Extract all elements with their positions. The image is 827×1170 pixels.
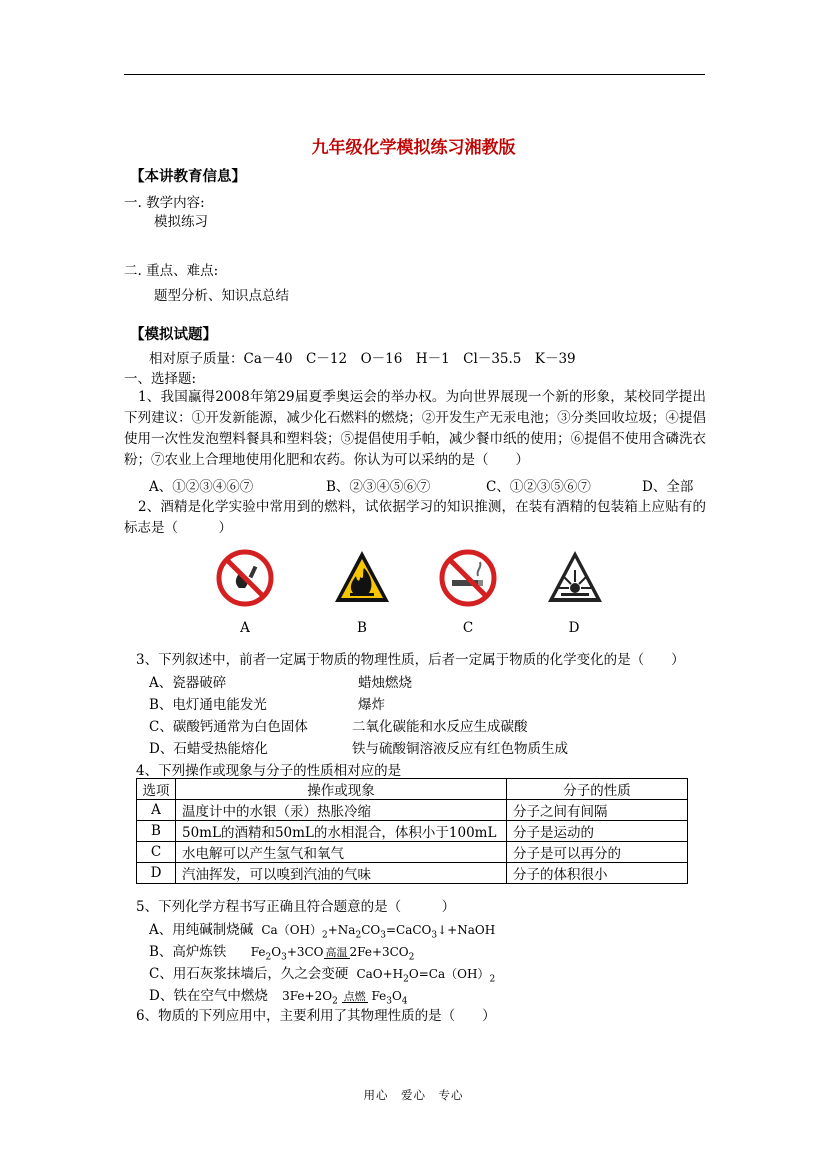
question-3-text: 3、下列叙述中，前者一定属于物质的物理性质，后者一定属于物质的化学变化的是（ ） — [136, 652, 685, 668]
q1-option-b: B、②③④⑤⑥⑦ — [326, 479, 431, 495]
explosive-warning-icon — [545, 548, 605, 608]
q5-equation-d: $3Fe+2O_2$ 点燃 $Fe_3O_4$ — [282, 989, 408, 1007]
table-cell: 分子的体积很小 — [507, 863, 688, 884]
q3-option-d-right: 铁与硫酸铜溶液反应有红色物质生成 — [352, 741, 568, 757]
question-1-text: 1、我国赢得2008年第29届夏季奥运会的举办权。为向世界展现一个新的形象，某校同学提出下列建议：①开发新能源，减少化石燃料的燃烧；②开发生产无汞电池；③分类回收垃圾；④提倡使用一次性发泡塑料餐具和塑料袋；⑤提倡使用手帕，减少餐巾纸的使用；⑥提倡不使用含磷洗衣粉；⑦农业上合理地使用化肥和农药。你认为可以采纳的是（ ） — [124, 389, 706, 468]
q5-option-b — [149, 940, 414, 962]
table-cell: 分子之间有间隔 — [507, 800, 688, 821]
q5-b-condition: 高温 — [325, 946, 348, 959]
page-title: 九年级化学模拟练习湘教版 — [311, 138, 516, 158]
table-row — [137, 863, 688, 884]
info-header: 【本讲教育信息】 — [130, 168, 246, 185]
mock-header: 【模拟试题】 — [130, 326, 217, 343]
q5-equation-a: $Ca(OH)_2+Na_2CO_3=CaCO_3↓+NaOH$ — [257, 923, 496, 941]
q5-equation-b: $Fe_2O_3+3CO$ 高温 $2Fe+3CO_2$ — [250, 945, 415, 963]
section1-content: 模拟练习 — [154, 214, 208, 230]
question-6-text: 6、物质的下列应用中，主要利用了其物理性质的是（ ） — [136, 1008, 496, 1024]
flammable-warning-icon — [332, 548, 392, 608]
page-footer: 用心 爱心 专心 — [363, 1088, 464, 1102]
sign-label-a: A — [240, 620, 250, 636]
table-header-cell: 分子的性质 — [507, 779, 688, 800]
sign-label-d: D — [568, 620, 580, 636]
table-cell: B — [137, 821, 176, 842]
section2-label: 二. 重点、难点: — [124, 263, 219, 279]
sign-label-c: C — [462, 620, 474, 636]
table-header-cell: 选项 — [137, 779, 176, 800]
table-cell: C — [137, 842, 176, 863]
no-open-flame-icon — [215, 548, 275, 608]
atomic-mass-line: 相对原子质量：Ca－40 C－12 O－16 H－1 Cl－35.5 K－39 — [149, 351, 576, 367]
q5-d-condition: 点燃 — [343, 990, 366, 1003]
header-rule — [124, 74, 705, 75]
q3-option-d-left: D、石蜡受热能熔化 — [149, 741, 268, 757]
q1-option-d: D、全部 — [642, 479, 694, 495]
molecule-property-table — [136, 778, 688, 884]
table-row — [137, 800, 688, 821]
sign-label-b: B — [357, 620, 367, 636]
q5-option-c-label: C、用石灰浆抹墙后，久之会变硬 — [149, 966, 349, 982]
table-row — [137, 842, 688, 863]
q3-option-a-right: 蜡烛燃烧 — [358, 675, 412, 691]
section2-content: 题型分析、知识点总结 — [154, 288, 289, 304]
q5-option-a — [149, 918, 495, 940]
table-row — [137, 821, 688, 842]
q5-option-c — [149, 962, 495, 984]
q3-option-c-left: C、碳酸钙通常为白色固体 — [149, 719, 308, 735]
q3-option-b-left: B、电灯通电能发光 — [149, 697, 267, 713]
table-cell: 水电解可以产生氢气和氧气 — [176, 842, 507, 863]
question-2-text: 2、酒精是化学实验中常用到的燃料，试依据学习的知识推测，在装有酒精的包装箱上应贴有的标志是（ ） — [124, 499, 706, 536]
table-cell: 分子是运动的 — [507, 821, 688, 842]
table-cell: 汽油挥发，可以嗅到汽油的气味 — [176, 863, 507, 884]
q3-option-c-right: 二氧化碳能和水反应生成碳酸 — [352, 719, 528, 735]
q3-option-b-right: 爆炸 — [358, 697, 385, 713]
table-cell: 温度计中的水银（汞）热胀冷缩 — [176, 800, 507, 821]
q5-option-b-label: B、高炉炼铁 — [149, 944, 227, 960]
q5-option-d-label: D、铁在空气中燃烧 — [149, 988, 268, 1004]
section1-label: 一. 教学内容: — [124, 195, 205, 211]
q3-option-a-left: A、瓷器破碎 — [149, 675, 227, 691]
question-5-text: 5、下列化学方程书写正确且符合题意的是（ ） — [136, 899, 456, 915]
q5-equation-c: $CaO+H_2O=Ca(OH)_2$ — [352, 967, 496, 985]
table-cell: A — [137, 800, 176, 821]
q1-option-c: C、①②③⑤⑥⑦ — [486, 479, 591, 495]
table-cell: 50mL的酒精和50mL的水相混合，体积小于100mL — [176, 821, 507, 842]
q5-option-a-label: A、用纯碱制烧碱 — [149, 922, 254, 938]
part1-label: 一、选择题: — [124, 371, 197, 387]
no-smoking-icon — [438, 548, 498, 608]
table-header-cell: 操作或现象 — [176, 779, 507, 800]
question-4-text: 4、下列操作或现象与分子的性质相对应的是 — [136, 763, 402, 779]
q1-option-a: A、①②③④⑥⑦ — [149, 479, 254, 495]
table-cell: D — [137, 863, 176, 884]
table-cell: 分子是可以再分的 — [507, 842, 688, 863]
table-header-row — [137, 779, 688, 800]
